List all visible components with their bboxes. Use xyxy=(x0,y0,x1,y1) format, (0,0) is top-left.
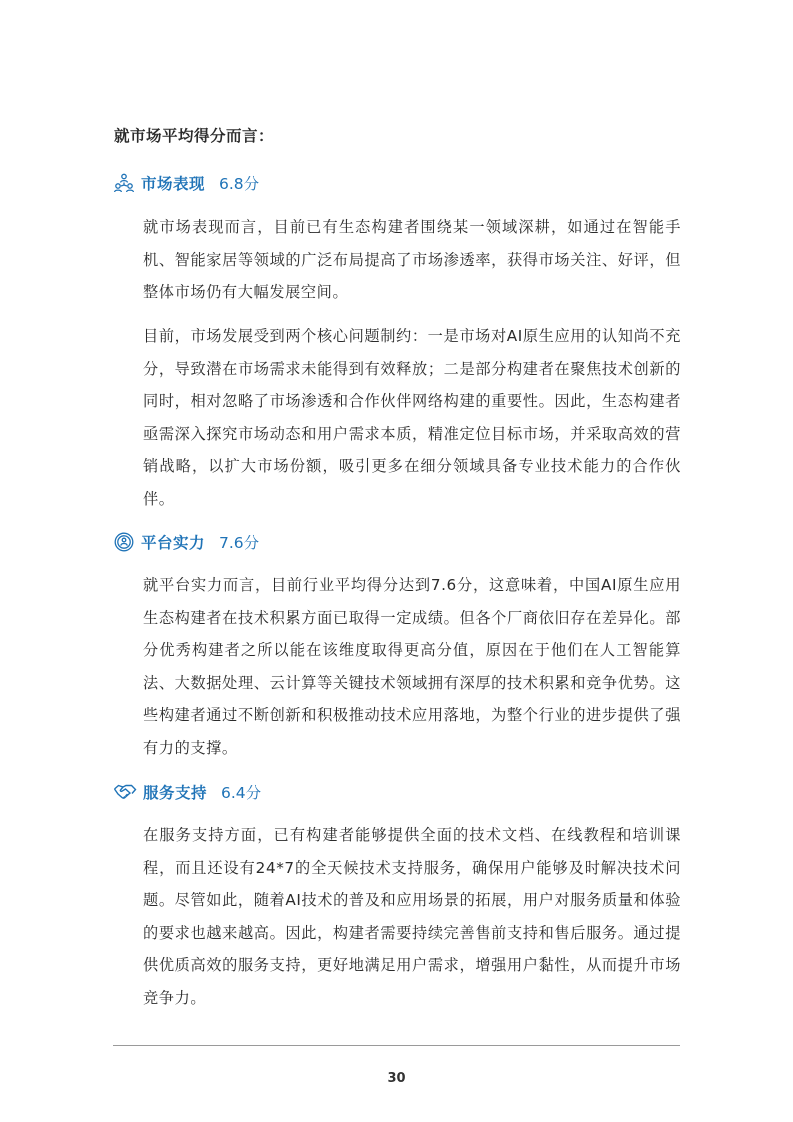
paragraph: 目前，市场发展受到两个核心问题制约：一是市场对AI原生应用的认知尚不充分，导致潜在市场需求未能得到有效释放；二是部分构建者在聚焦技术创新的同时，相对忽略了市场渗透和合作伙伴网络构建的重要性。因此，生态构建者亟需深入探究市场动态和用户需求本质，精准定位目标市场，并采取高效的营销战略，以扩大市场份额，吸引更多在细分领域具备专业技术能力的合作伙伴。 xyxy=(143,327,681,508)
paragraph: 在服务支持方面，已有构建者能够提供全面的技术文档、在线教程和培训课程，而且还设有24*7的全天候技术支持服务，确保用户能够及时解决技术问题。尽管如此，随着AI技术的普及和应用场景的拓展，用户对服务质量和体验的要求也越来越高。因此，构建者需要持续完善售前支持和售后服务。通过提供优质高效的服务支持，更好地满足用户需求，增强用户黏性，从而提升市场竞争力。 xyxy=(143,826,681,1007)
people-network-icon xyxy=(113,172,135,194)
badge-person-icon xyxy=(113,531,135,553)
section-title: 服务支持 xyxy=(143,784,208,802)
section-title: 平台实力 xyxy=(141,534,206,552)
intro-heading: 就市场平均得分而言： xyxy=(114,127,275,145)
paragraph: 就平台实力而言，目前行业平均得分达到7.6分，这意味着，中国AI原生应用生态构建者在技术积累方面已取得一定成绩。但各个厂商依旧存在差异化。部分优秀构建者之所以能在该维度取得更高分值，原因在于他们在人工智能算法、大数据处理、云计算等关键技术领域拥有深厚的技术积累和竞争优势。这些构建者通过不断创新和积极推动技术应用落地，为整个行业的进步提供了强有力的支撑。 xyxy=(143,576,681,757)
section-heading-service xyxy=(113,780,261,804)
handshake-icon xyxy=(113,781,137,803)
page-number: 30 xyxy=(387,1071,406,1086)
section-heading-market xyxy=(113,171,259,195)
section-score: 6.8分 xyxy=(219,175,260,193)
section-score: 7.6分 xyxy=(219,534,260,552)
section-score: 6.4分 xyxy=(221,784,262,802)
paragraph: 就市场表现而言，目前已有生态构建者围绕某一领域深耕，如通过在智能手机、智能家居等领域的广泛布局提高了市场渗透率，获得市场关注、好评，但整体市场仍有大幅发展空间。 xyxy=(143,218,681,301)
footer-divider xyxy=(113,1045,680,1046)
section-heading-platform xyxy=(113,530,259,554)
section-title: 市场表现 xyxy=(141,175,206,193)
